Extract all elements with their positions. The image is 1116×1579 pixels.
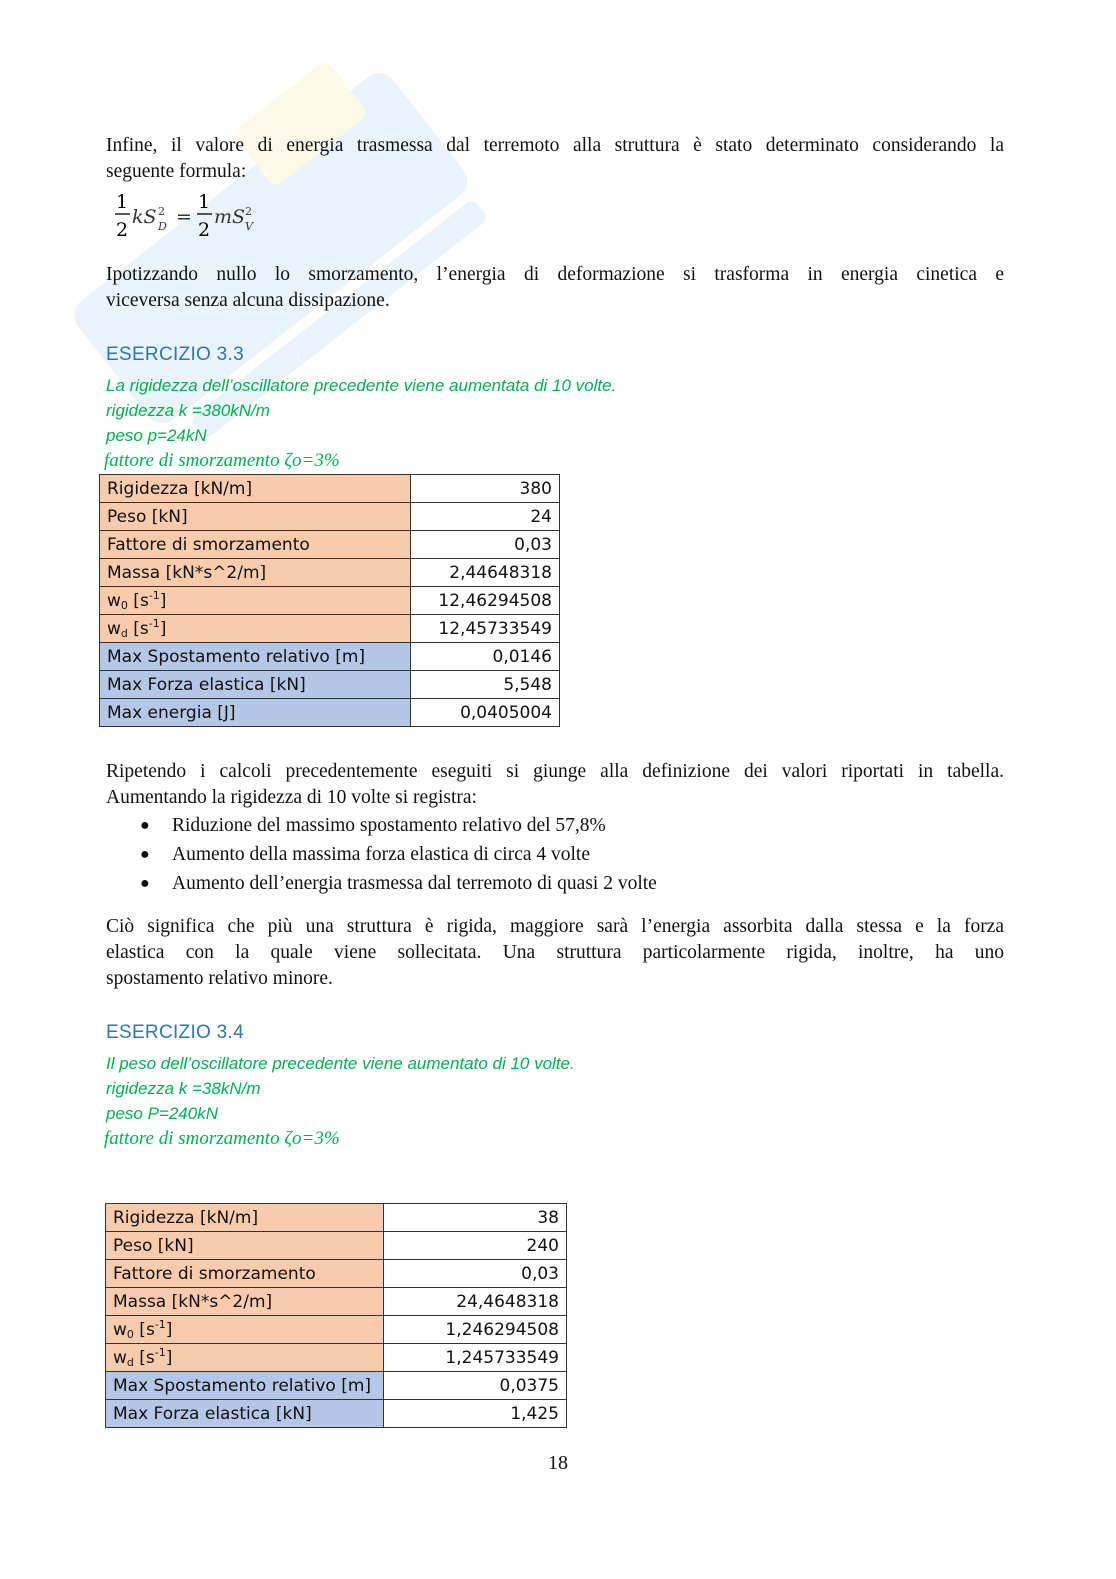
row-label: Max Forza elastica [kN] — [106, 1400, 384, 1428]
row-value: 0,03 — [411, 531, 560, 559]
row-label: Max Spostamento relativo [m] — [106, 1372, 384, 1400]
row-label: Max Spostamento relativo [m] — [100, 643, 411, 671]
exercise-3-3-damping: fattore di smorzamento ζo=3% — [104, 450, 340, 471]
document-page: Infine, il valore di energia trasmessa dal terremoto alla struttura è stato determinato considerando la seguente formula: 1 2 kS 2 D = 1 2 mS 2 V Ipotizzando nullo lo smorzamento, l’energia di deformazione si trasforma in energia cinetica e viceversa senza alcuna dissipazione. ESERCIZIO 3.3 La rigidezza dell’oscillatore precedente viene aumentata di 10 volte. rigidezza k =380kN/m peso p=24kN fattore di smorzamento ζo=3% Rigidezza [kN/m] 380 Peso [kN] 24 Fattore di smorzamento 0,03 Massa [kN*s^2/m] 2,44648318 $w_0$ $[s^{-1}]$ 12,46294508 $w_d$ $[s^{-1}]$ 12,45733549 Max Spostamento relativo [m] 0,0146 Max Forza elastica [kN] 5,548 Max energia [J] 0,0405004 Ripetendo i calcoli precedentemente eseguiti si giunge alla definizione dei valori riportati in tabella. Aumentando la rigidezza di 10 volte si registra: ● Riduzione del massimo spostamento relativo del 57,8% ● Aumento della massima forza elastica di circa 4 volte ● Aumento dell’energia trasmessa dal terremoto di quasi 2 volte Ciò significa che più una struttura è rigida, maggiore sarà l’energia assorbita dalla stessa e la forza elastica con la quale viene sollecitata. Una struttura particolarmente rigida, inoltre, ha uno spostamento relativo minore. ESERCIZIO 3.4 Il peso dell’oscillatore precedente viene aumentato di 10 volte. rigidezza k =38kN/m peso P=240kN fattore di smorzamento ζo=3% Rigidezza [kN/m] 38 Peso [kN] 240 Fattore di smorzamento 0,03 Massa [kN*s^2/m] 24,4648318 $w_0$ $[s^{-1}]$ 1,246294508 $w_d$ $[s^{-1}]$ 1,245733549 Max Spostamento relativo [m] 0,0375 Max Forza elastica [kN] 1,425 18 — [0, 0, 1116, 1579]
text-line: elastica con la quale viene sollecitata. Una struttura particolarmente rigida, inoltre, ha uno — [106, 942, 1004, 963]
row-label: Fattore di smorzamento — [100, 531, 411, 559]
row-value: 24,4648318 — [384, 1288, 567, 1316]
table-row — [106, 1260, 567, 1288]
row-label: Peso [kN] — [100, 503, 411, 531]
row-value: 240 — [384, 1232, 567, 1260]
row-label: Peso [kN] — [106, 1232, 384, 1260]
row-label: $w_d$ $[s^{-1}]$ — [106, 1344, 384, 1372]
table-row — [100, 559, 560, 587]
page-number: 18 — [548, 1452, 568, 1474]
table-row — [106, 1288, 567, 1316]
row-label: Massa [kN*s^2/m] — [100, 559, 411, 587]
text-line: Infine, il valore di energia trasmessa dal terremoto alla struttura è stato determinato considerando la — [106, 135, 1004, 156]
row-label: Fattore di smorzamento — [106, 1260, 384, 1288]
row-label: Massa [kN*s^2/m] — [106, 1288, 384, 1316]
frac-den-2: 2 — [197, 219, 211, 241]
frac-num-1: 1 — [115, 191, 129, 213]
table-row — [100, 475, 560, 503]
table-row — [100, 671, 560, 699]
table-row — [106, 1232, 567, 1260]
bullet-icon: ● — [140, 817, 150, 834]
bullet-icon: ● — [140, 846, 150, 863]
exercise-3-4-stiffness: rigidezza k =38kN/m — [106, 1079, 261, 1098]
row-label: $w_d$ $[s^{-1}]$ — [100, 615, 411, 643]
damping-paragraph — [106, 262, 1004, 314]
exercise-3-4-weight: peso P=240kN — [106, 1104, 218, 1123]
text-line: spostamento relativo minore. — [106, 968, 333, 989]
exercise-3-3-desc: La rigidezza dell’oscillatore precedente viene aumentata di 10 volte. — [106, 376, 617, 395]
exercise-3-3-weight: peso p=24kN — [106, 426, 207, 445]
row-value: 1,245733549 — [384, 1344, 567, 1372]
row-value: 1,425 — [384, 1400, 567, 1428]
table-row — [106, 1372, 567, 1400]
exercise-3-4-heading: ESERCIZIO 3.4 — [106, 1022, 244, 1043]
exercise-3-4-damping: fattore di smorzamento ζo=3% — [104, 1128, 340, 1149]
exercise-3-4-desc: Il peso dell’oscillatore precedente viene aumentato di 10 volte. — [106, 1054, 575, 1073]
table-row — [100, 587, 560, 615]
sub-v: V — [245, 220, 253, 233]
row-value: 0,0146 — [411, 643, 560, 671]
row-value: 2,44648318 — [411, 559, 560, 587]
text-line: Ciò significa che più una struttura è rigida, maggiore sarà l’energia assorbita dalla stessa e la forza — [106, 916, 1004, 937]
table-row — [106, 1344, 567, 1372]
exp-v: 2 — [245, 205, 252, 218]
row-value: 0,0405004 — [411, 699, 560, 727]
row-label: Max energia [J] — [100, 699, 411, 727]
text-line: viceversa senza alcuna dissipazione. — [106, 290, 390, 311]
table-row — [100, 503, 560, 531]
frac-den-1: 2 — [115, 219, 129, 241]
exercise-3-3-heading: ESERCIZIO 3.3 — [106, 344, 244, 365]
table-row — [106, 1400, 567, 1428]
row-label: Max Forza elastica [kN] — [100, 671, 411, 699]
row-value: 24 — [411, 503, 560, 531]
conclusion-paragraph — [106, 914, 1004, 992]
frac-num-2: 1 — [197, 191, 211, 213]
row-value: 1,246294508 — [384, 1316, 567, 1344]
exercise-3-4-table — [105, 1203, 567, 1428]
exercise-3-3-stiffness: rigidezza k =380kN/m — [106, 401, 270, 420]
text-line: Aumentando la rigidezza di 10 volte si registra: — [106, 787, 477, 808]
table-row — [106, 1204, 567, 1232]
exercise-3-3-table — [99, 474, 560, 727]
table-row — [100, 699, 560, 727]
row-label: Rigidezza [kN/m] — [100, 475, 411, 503]
row-value: 12,46294508 — [411, 587, 560, 615]
watermark-logo-icon — [20, 40, 540, 480]
text-line: Ipotizzando nullo lo smorzamento, l’energia di deformazione si trasforma in energia cinetica e — [106, 264, 1004, 285]
m-term: mS — [214, 206, 246, 228]
row-label: Rigidezza [kN/m] — [106, 1204, 384, 1232]
row-value: 0,03 — [384, 1260, 567, 1288]
text-line: seguente formula: — [106, 161, 247, 182]
sub-d: D — [158, 220, 167, 233]
text-line: Ripetendo i calcoli precedentemente eseguiti si giunge alla definizione dei valori riportati in tabella. — [106, 761, 1004, 782]
table-row — [100, 531, 560, 559]
row-value: 5,548 — [411, 671, 560, 699]
row-value: 0,0375 — [384, 1372, 567, 1400]
row-label: $w_0$ $[s^{-1}]$ — [106, 1316, 384, 1344]
row-value: 380 — [411, 475, 560, 503]
energy-formula — [110, 188, 270, 244]
row-value: 38 — [384, 1204, 567, 1232]
table-row — [106, 1316, 567, 1344]
bullet-icon: ● — [140, 875, 150, 892]
table-row — [100, 615, 560, 643]
row-value: 12,45733549 — [411, 615, 560, 643]
exp-d: 2 — [158, 205, 165, 218]
table-row — [100, 643, 560, 671]
k-term: kS — [132, 206, 157, 228]
row-label: $w_0$ $[s^{-1}]$ — [100, 587, 411, 615]
equals-sign: = — [176, 206, 192, 228]
results-paragraph — [106, 759, 1004, 811]
intro-paragraph — [106, 133, 1004, 185]
